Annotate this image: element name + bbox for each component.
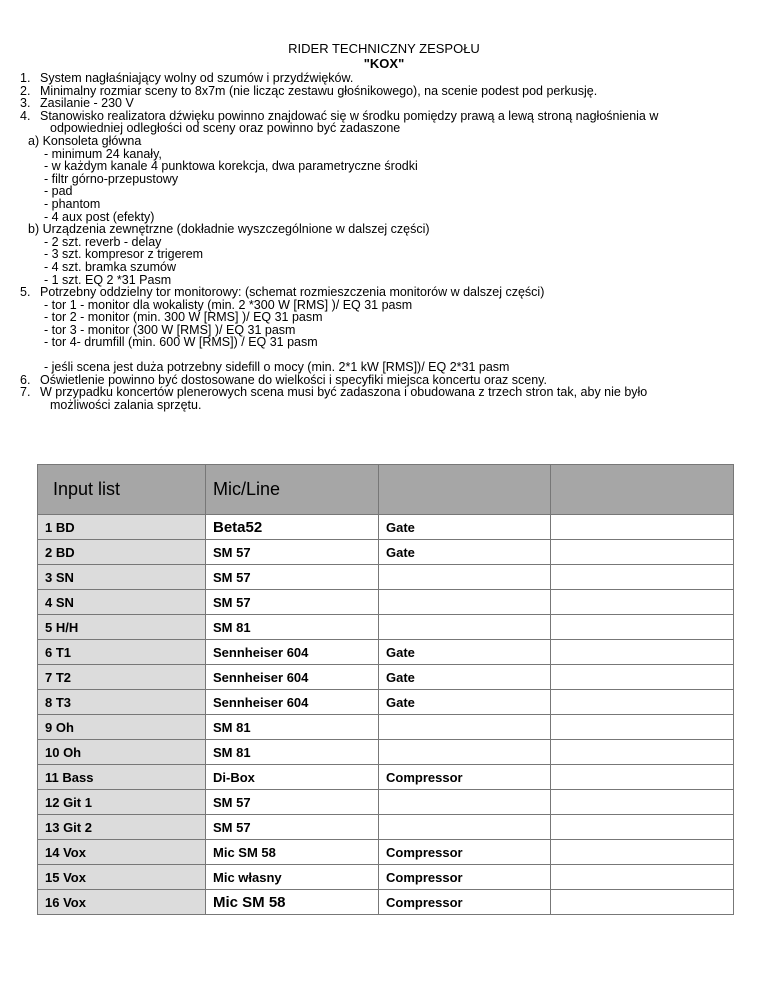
- channel-cell: 13 Git 2: [38, 815, 206, 840]
- channel-cell: 8 T3: [38, 690, 206, 715]
- document-title: [0, 41, 768, 71]
- header-mic-line: Mic/Line: [206, 465, 379, 515]
- processing-cell: [379, 715, 551, 740]
- table-row: [38, 740, 734, 765]
- table-row: [38, 840, 734, 865]
- sublist-b-item: - 2 szt. reverb - delay: [44, 234, 162, 249]
- channel-cell: 10 Oh: [38, 740, 206, 765]
- channel-cell: 14 Vox: [38, 840, 206, 865]
- mic-cell: Mic SM 58: [206, 840, 379, 865]
- table-row: [38, 515, 734, 540]
- sublist-a-item: - filtr górno-przepustowy: [44, 171, 179, 186]
- empty-cell: [551, 740, 734, 765]
- empty-cell: [551, 715, 734, 740]
- sidefill-note: - jeśli scena jest duża potrzebny sidefill o mocy (min. 2*1 kW [RMS])/ EQ 2*31 pasm: [44, 360, 510, 375]
- table-row: [38, 690, 734, 715]
- table-row: [38, 565, 734, 590]
- mic-cell: SM 81: [206, 715, 379, 740]
- channel-cell: 2 BD: [38, 540, 206, 565]
- mic-cell: SM 81: [206, 615, 379, 640]
- processing-cell: Compressor: [379, 890, 551, 915]
- channel-cell: 11 Bass: [38, 765, 206, 790]
- empty-cell: [551, 840, 734, 865]
- processing-cell: [379, 790, 551, 815]
- channel-cell: 1 BD: [38, 515, 206, 540]
- channel-cell: 9 Oh: [38, 715, 206, 740]
- mic-cell: SM 81: [206, 740, 379, 765]
- processing-cell: [379, 565, 551, 590]
- sublist-a-item: - phantom: [44, 196, 101, 211]
- table-row: [38, 615, 734, 640]
- table-row: [38, 865, 734, 890]
- channel-cell: 6 T1: [38, 640, 206, 665]
- monitor-line: - tor 3 - monitor (300 W [RMS] )/ EQ 31 pasm: [44, 322, 296, 337]
- table-row: [38, 540, 734, 565]
- list-item-7: 7. W przypadku koncertów plenerowych scena musi być zadaszona i obudowana z trzech stron tak, aby nie było: [20, 385, 648, 400]
- empty-cell: [551, 640, 734, 665]
- empty-cell: [551, 565, 734, 590]
- channel-cell: 12 Git 1: [38, 790, 206, 815]
- sublist-b-item: - 3 szt. kompresor z trigerem: [44, 247, 204, 262]
- processing-cell: Compressor: [379, 840, 551, 865]
- header-empty-cell: [379, 465, 551, 515]
- input-list-header: [38, 465, 734, 515]
- title-line-1: RIDER TECHNICZNY ZESPOŁU: [288, 41, 480, 56]
- rider-requirements: [20, 72, 750, 411]
- empty-cell: [551, 690, 734, 715]
- mic-cell: Beta52: [206, 515, 379, 540]
- sublist-b-heading: b) Urządzenia zewnętrzne (dokładnie wyszczególnione w dalszej części): [28, 222, 430, 237]
- mic-cell: Mic SM 58: [206, 890, 379, 915]
- list-item-3: 3. Zasilanie - 230 V: [20, 96, 134, 111]
- table-row: [38, 890, 734, 915]
- sublist-b-item: - 4 szt. bramka szumów: [44, 259, 176, 274]
- mic-cell: SM 57: [206, 815, 379, 840]
- empty-cell: [551, 615, 734, 640]
- sublist-a-item: - w każdym kanale 4 punktowa korekcja, dwa parametryczne środki: [44, 159, 418, 174]
- list-item-7-cont: możliwości zalania sprzętu.: [50, 397, 202, 412]
- processing-cell: Gate: [379, 640, 551, 665]
- processing-cell: [379, 590, 551, 615]
- empty-cell: [551, 765, 734, 790]
- mic-cell: SM 57: [206, 540, 379, 565]
- processing-cell: Gate: [379, 690, 551, 715]
- table-row: [38, 640, 734, 665]
- mic-cell: Mic własny: [206, 865, 379, 890]
- processing-cell: [379, 615, 551, 640]
- empty-cell: [551, 665, 734, 690]
- sublist-a-item: - 4 aux post (efekty): [44, 209, 155, 224]
- monitor-line: - tor 1 - monitor dla wokalisty (min. 2 *300 W [RMS] )/ EQ 31 pasm: [44, 297, 413, 312]
- list-item-1: 1. System nagłaśniający wolny od szumów i przydźwięków.: [20, 71, 354, 85]
- table-row: [38, 590, 734, 615]
- list-item-6: 6. Oświetlenie powinno być dostosowane do wielkości i specyfiki miejsca koncertu oraz sceny.: [20, 372, 547, 387]
- channel-cell: 3 SN: [38, 565, 206, 590]
- header-input-list: Input list: [38, 465, 206, 515]
- empty-cell: [551, 890, 734, 915]
- list-item-4: 4. Stanowisko realizatora dźwięku powinno znajdować się w środku pomiędzy prawą a lewą stroną nagłośnienia w: [20, 108, 659, 123]
- list-item-5: 5. Potrzebny oddzielny tor monitorowy: (schemat rozmieszczenia monitorów w dalszej części): [20, 285, 545, 300]
- processing-cell: Gate: [379, 540, 551, 565]
- channel-cell: 5 H/H: [38, 615, 206, 640]
- channel-cell: 15 Vox: [38, 865, 206, 890]
- list-item-4-cont: odpowiedniej odległości od sceny oraz powinno być zadaszone: [50, 121, 401, 136]
- table-row: [38, 765, 734, 790]
- header-empty-cell: [551, 465, 734, 515]
- sublist-b-item: - 1 szt. EQ 2 *31 Pasm: [44, 272, 172, 287]
- empty-cell: [551, 515, 734, 540]
- mic-cell: Sennheiser 604: [206, 640, 379, 665]
- empty-cell: [551, 790, 734, 815]
- processing-cell: [379, 815, 551, 840]
- processing-cell: Gate: [379, 515, 551, 540]
- channel-cell: 4 SN: [38, 590, 206, 615]
- table-row: [38, 665, 734, 690]
- table-row: [38, 715, 734, 740]
- empty-cell: [551, 590, 734, 615]
- mic-cell: Sennheiser 604: [206, 665, 379, 690]
- monitor-line: - tor 2 - monitor (min. 300 W [RMS] )/ EQ 31 pasm: [44, 310, 323, 325]
- mic-cell: Sennheiser 604: [206, 690, 379, 715]
- empty-cell: [551, 540, 734, 565]
- mic-cell: SM 57: [206, 590, 379, 615]
- processing-cell: Compressor: [379, 765, 551, 790]
- monitor-line: - tor 4- drumfill (min. 600 W [RMS]) / EQ 31 pasm: [44, 335, 318, 350]
- sublist-a-item: - pad: [44, 184, 73, 199]
- title-band-name: "KOX": [363, 56, 405, 71]
- empty-cell: [551, 815, 734, 840]
- table-row: [38, 790, 734, 815]
- processing-cell: Gate: [379, 665, 551, 690]
- channel-cell: 16 Vox: [38, 890, 206, 915]
- mic-cell: SM 57: [206, 565, 379, 590]
- sublist-a-heading: a) Konsoleta główna: [28, 133, 142, 148]
- table-row: [38, 815, 734, 840]
- mic-cell: SM 57: [206, 790, 379, 815]
- processing-cell: [379, 740, 551, 765]
- processing-cell: Compressor: [379, 865, 551, 890]
- empty-cell: [551, 865, 734, 890]
- list-item-2: 2. Minimalny rozmiar sceny to 8x7m (nie licząc zestawu głośnikowego), na scenie podest pod perkusję.: [20, 83, 598, 98]
- mic-cell: Di-Box: [206, 765, 379, 790]
- input-list-table: [37, 464, 734, 915]
- channel-cell: 7 T2: [38, 665, 206, 690]
- sublist-a-item: - minimum 24 kanały,: [44, 146, 162, 161]
